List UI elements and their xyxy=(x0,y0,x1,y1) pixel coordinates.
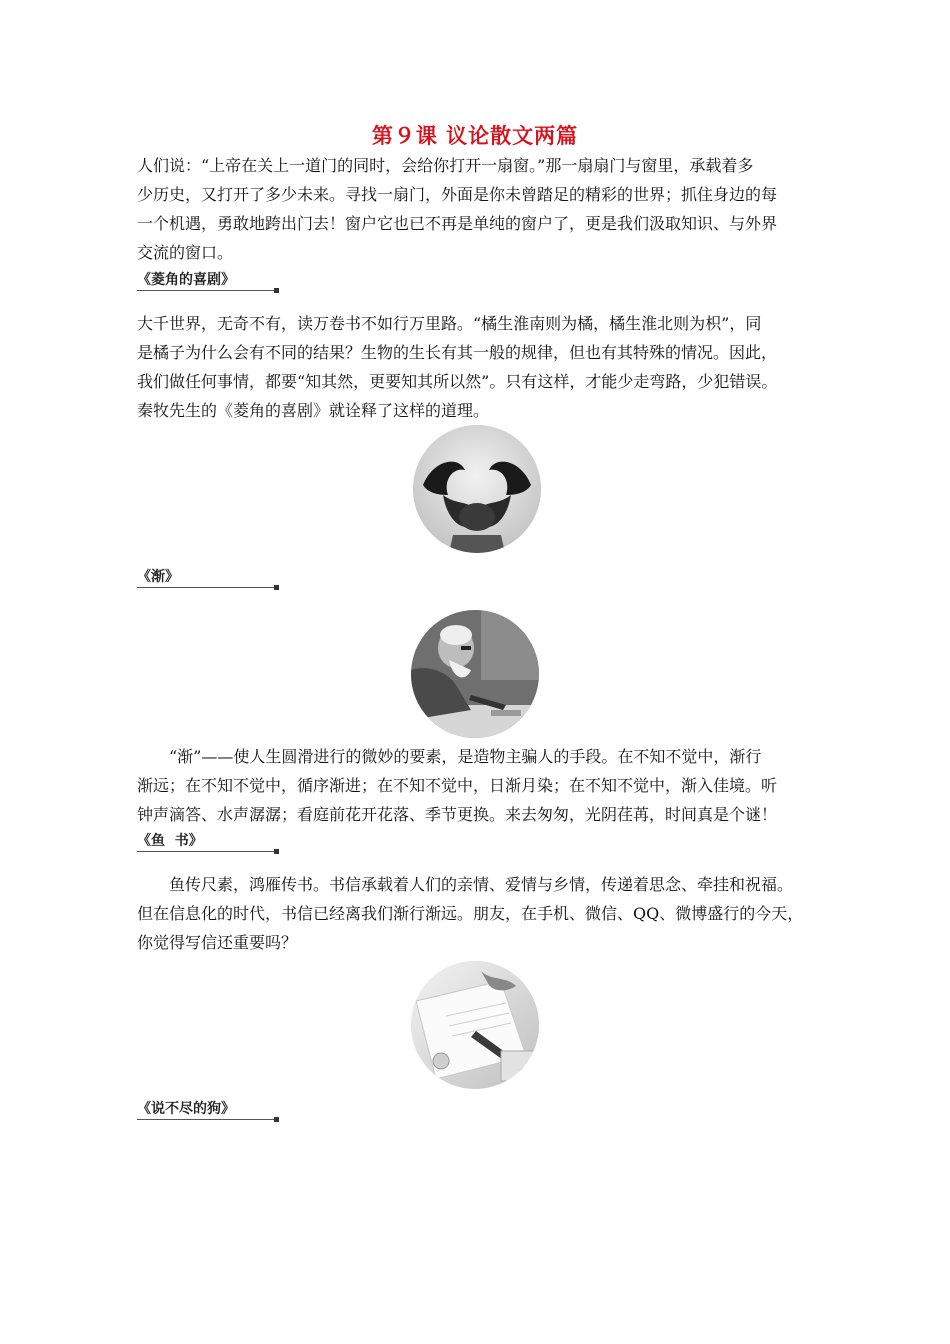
water-caltrop-photo xyxy=(413,425,541,553)
paragraph-line: 鱼传尺素，鸿雁传书。书信承载着人们的亲情、爱情与乡情，传递着思念、牵挂和祝福。 xyxy=(169,875,794,894)
page-title: 第９课 议论散文两篇 xyxy=(371,124,579,148)
paragraph-line: 秦牧先生的《菱角的喜剧》就诠释了这样的道理。 xyxy=(137,401,490,420)
heading-underline xyxy=(137,290,275,291)
intro-line: 少历史，又打开了多少未来。寻找一扇门，外面是你未曾踏足的精彩的世界；抓住身边的每 xyxy=(137,185,778,204)
heading-underline xyxy=(137,851,275,852)
paragraph-line: 是橘子为什么会有不同的结果？生物的生长有其一般的规律，但也有其特殊的情况。因此， xyxy=(137,343,778,362)
section-paragraph-yushu xyxy=(137,870,817,957)
heading-underline xyxy=(137,1119,275,1120)
paragraph-line: 你觉得写信还重要吗？ xyxy=(137,933,298,952)
section-heading-text: 《鱼 书》 xyxy=(137,833,203,849)
intro-line: 人们说：“上帝在关上一道门的同时，会给你打开一扇窗。”那一扇扇门与窗里，承载着多 xyxy=(137,156,754,175)
section-heading-text: 《渐》 xyxy=(137,569,179,585)
section-heading-text: 《菱角的喜剧》 xyxy=(137,272,235,288)
section-paragraph-lingjiao xyxy=(137,309,817,425)
old-man-writing-icon xyxy=(411,610,539,738)
heading-square-marker xyxy=(274,849,279,854)
intro-line: 交流的窗口。 xyxy=(137,243,234,262)
section-paragraph-jian xyxy=(137,742,817,829)
letter-and-pen-photo xyxy=(411,961,539,1089)
heading-square-marker xyxy=(274,585,279,590)
paragraph-line: 渐远；在不知不觉中，循序渐进；在不知不觉中，日渐月染；在不知不觉中，渐入佳境。听 xyxy=(137,776,778,795)
heading-square-marker xyxy=(274,288,279,293)
paragraph-line: 钟声滴答、水声潺潺；看庭前花开花落、季节更换。来去匆匆，光阴荏苒，时间真是个谜！ xyxy=(137,805,778,824)
letter-and-pen-icon xyxy=(411,961,539,1089)
heading-underline xyxy=(137,587,275,588)
heading-square-marker xyxy=(274,1117,279,1122)
old-man-writing-photo xyxy=(411,610,539,738)
paragraph-line: 但在信息化的时代，书信已经离我们渐行渐远。朋友，在手机、微信、QQ、微博盛行的今天， xyxy=(137,904,804,923)
section-heading-gou xyxy=(137,1098,279,1122)
intro-paragraph xyxy=(137,151,817,267)
paragraph-line: 我们做任何事情，都要“知其然，更要知其所以然”。只有这样，才能少走弯路，少犯错误。 xyxy=(137,372,778,391)
water-caltrop-icon xyxy=(413,425,541,553)
section-heading-jian xyxy=(137,566,279,590)
section-heading-yushu xyxy=(137,830,279,854)
section-heading-text: 《说不尽的狗》 xyxy=(137,1101,235,1117)
intro-line: 一个机遇，勇敢地跨出门去！窗户它也已不再是单纯的窗户了，更是我们汲取知识、与外界 xyxy=(137,214,778,233)
section-heading-lingjiao xyxy=(137,269,279,293)
paragraph-line: “渐”——使人生圆滑进行的微妙的要素，是造物主骗人的手段。在不知不觉中，渐行 xyxy=(169,747,762,766)
paragraph-line: 大千世界，无奇不有，读万卷书不如行万里路。“橘生淮南则为橘，橘生淮北则为枳”，同 xyxy=(137,314,762,333)
